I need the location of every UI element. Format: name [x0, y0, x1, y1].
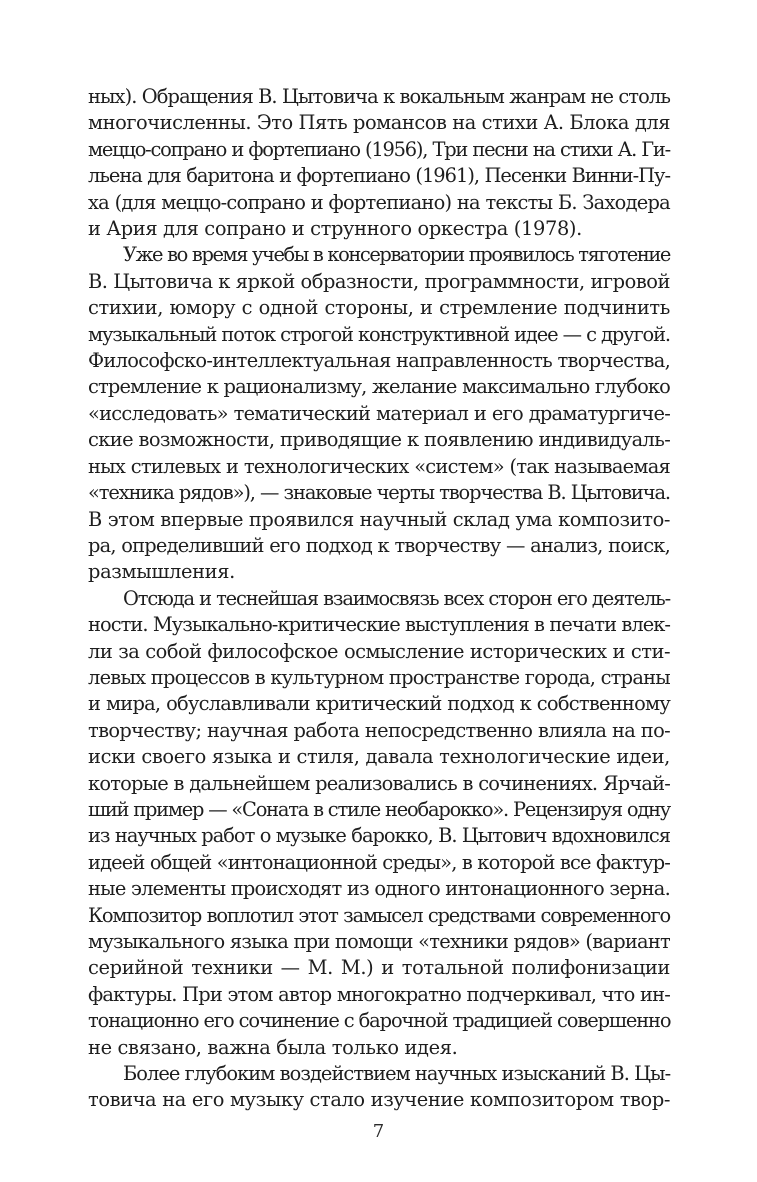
text-line: и Ария для сопрано и струнного оркестра (1978).	[88, 217, 582, 241]
text-line: многочисленны. Это Пять романсов на стихи А. Блока для	[88, 111, 670, 135]
text-line: стремление к рационализму, желание максимально глубоко	[88, 375, 670, 399]
text-line: ра, определивший его подход к творчеству — анализ, поиск,	[88, 533, 670, 557]
text-line: Более глубоким воздействием научных изысканий В. Цы-	[123, 1062, 671, 1086]
text-line: ший пример — «Соната в стиле необарокко». Рецензируя одну	[88, 797, 671, 821]
text-line: Философско-интеллектуальная направленность творчества,	[88, 349, 671, 373]
page-number: 7	[372, 1121, 385, 1142]
text-line: творчеству; научная работа непосредственно влияла на по-	[88, 718, 670, 742]
text-line: не связано, важна была только идея.	[88, 1035, 458, 1059]
text-line: ных стилевых и технологических «систем» (так называемая	[88, 454, 670, 478]
text-line: «исследовать» тематический материал и его драматургиче-	[88, 401, 670, 425]
text-line: В этом впервые проявился научный склад ума композито-	[88, 507, 670, 531]
text-line: идеей общей «интонационной среды», в которой все фактур-	[88, 850, 670, 874]
text-line: фактуры. При этом автор многократно подчеркивал, что ин-	[88, 982, 670, 1006]
text-line: льена для баритона и фортепиано (1961), Песенки Винни-Пу-	[88, 164, 670, 188]
text-line: ные элементы происходят из одного интонационного зерна.	[88, 877, 670, 901]
text-line: Отсюда и теснейшая взаимосвязь всех сторон его деятель-	[123, 586, 670, 610]
paragraph	[88, 84, 670, 242]
text-line: левых процессов в культурном пространстве города, страны	[88, 665, 670, 689]
text-line: из научных работ о музыке барокко, В. Цытович вдохновился	[88, 824, 670, 848]
text-line: ские возможности, приводящие к появлению индивидуаль-	[88, 428, 671, 452]
text-line: Композитор воплотил этот замысел средствами современного	[88, 903, 670, 927]
text-line: музыкального языка при помощи «техники рядов» (вариант	[88, 930, 670, 953]
text-line: Уже во время учебы в консерватории проявилось тяготение	[123, 243, 670, 267]
text-line: которые в дальнейшем реализовались в сочинениях. Ярчай-	[88, 771, 670, 795]
body-text	[88, 84, 670, 1114]
text-line: ных). Обращения В. Цытовича к вокальным жанрам не столь	[88, 85, 670, 108]
text-line: тонационно его сочинение с барочной традицией совершенно	[88, 1009, 671, 1033]
paragraph	[88, 586, 670, 1061]
text-line: стихии, юмору с одной стороны, и стремление подчинить	[88, 296, 670, 320]
text-line: В. Цытовича к яркой образности, программности, игровой	[88, 269, 670, 293]
text-line: товича на его музыку стало изучение композитором твор-	[88, 1088, 670, 1112]
text-line: ности. Музыкально-критические выступления в печати влек-	[88, 613, 670, 637]
text-line: размышления.	[88, 560, 235, 584]
paragraph	[88, 1061, 670, 1114]
text-line: серийной техники — М. М.) и тотальной полифонизации	[88, 956, 670, 980]
text-line: музыкальный поток строгой конструктивной идее — с другой.	[88, 322, 670, 346]
paragraph	[88, 242, 670, 585]
text-line: иски своего языка и стиля, давала технологические идеи,	[88, 745, 670, 769]
text-line: меццо-сопрано и фортепиано (1956), Три песни на стихи А. Ги-	[88, 137, 670, 161]
text-line: и мира, обуславливали критический подход к собственному	[88, 692, 670, 716]
text-line: ли за собой философское осмысление исторических и сти-	[88, 639, 670, 663]
text-line: ха (для меццо-сопрано и фортепиано) на тексты Б. Заходера	[88, 190, 670, 214]
text-line: «техника рядов»), — знаковые черты творчества В. Цытовича.	[88, 481, 670, 505]
